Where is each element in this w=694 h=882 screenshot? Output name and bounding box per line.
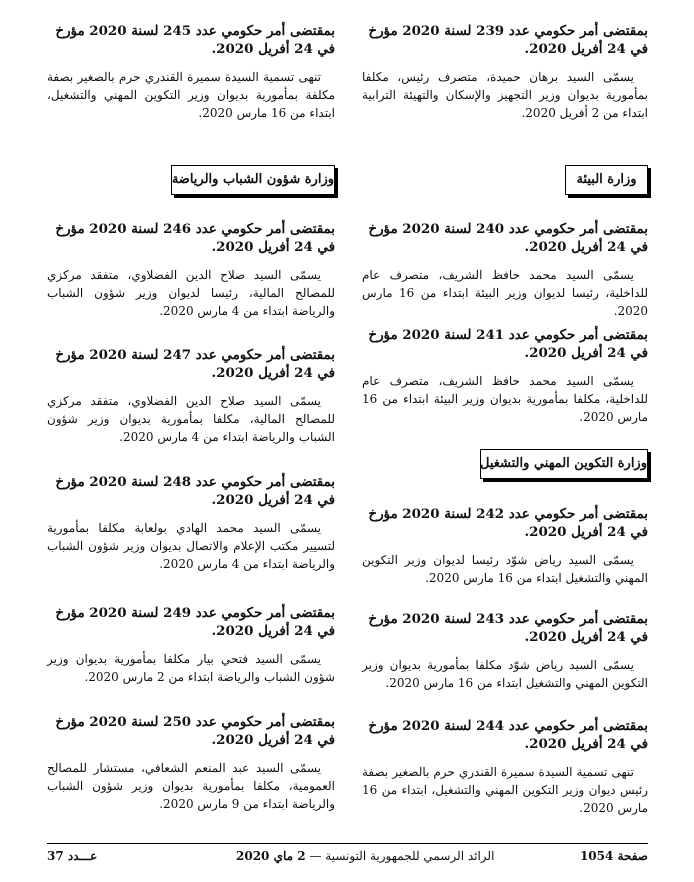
footer-divider [47,843,648,844]
decree-body: يسمّى السيد محمد الهادي بولعابة مكلفا بمأمورية لتسيير مكتب الإعلام والاتصال بديوان وزير شؤون الشباب والرياضة ابتداء من 4 مارس 2020. [47,521,335,571]
decree-body: يسمّى السيد رياض شوّد رئيسا لديوان وزير التكوين المهني والتشغيل ابتداء من 16 مارس 2020. [362,553,648,585]
issue-date: 2 ماي 2020 [236,849,306,863]
page-number: 1054 [579,849,614,863]
decree-entry-244 [362,717,648,817]
decree-entry-239 [362,22,648,122]
decree-entry-245 [47,22,335,122]
decree-entry-242 [362,505,648,587]
decree-title: بمقتضى أمر حكومي عدد 242 لسنة 2020 مؤرخ في 24 أفريل 2020. [368,506,648,540]
footer-journal [236,849,494,863]
decree-body: يسمّى السيد رياض شوّد مكلفا بمأمورية بديوان وزير التكوين المهني والتشغيل ابتداء من 16 مارس 2020. [362,658,648,690]
page-label: صفحة [617,849,648,863]
decree-title: بمقتضى أمر حكومي عدد 239 لسنة 2020 مؤرخ في 24 أفريل 2020. [368,23,648,57]
decree-body: يسمّى السيد محمد حافظ الشريف، متصرف عام للداخلية، مكلفا بمأمورية بديوان وزير البيئة ابتداء من 16 مارس 2020. [362,374,648,424]
section-header-vocational-training: وزارة التكوين المهني والتشغيل [480,449,648,479]
decree-title: بمقتضى أمر حكومي عدد 250 لسنة 2020 مؤرخ في 24 أفريل 2020. [55,714,335,748]
decree-title: بمقتضى أمر حكومي عدد 249 لسنة 2020 مؤرخ في 24 أفريل 2020. [55,605,335,639]
section-header-environment: وزارة البيئة [565,165,648,195]
decree-title: بمقتضى أمر حكومي عدد 240 لسنة 2020 مؤرخ في 24 أفريل 2020. [368,221,648,255]
issue-number: 37 [47,849,64,863]
footer-issue-number [47,849,97,863]
decree-body: يسمّى السيد صلاح الدين الفضلاوي، متفقد مركزي للمصالح المالية، مكلفا بمأمورية بديوان وزير شؤون الشباب والرياضة ابتداء من 4 مارس 2020. [47,394,335,444]
section-header-youth-sports: وزارة شؤون الشباب والرياضة [171,165,335,195]
decree-entry-247 [47,346,335,446]
footer-page-number [580,849,648,863]
issue-label: عـــدد [67,849,98,863]
decree-entry-250 [47,713,335,813]
decree-entry-240 [362,220,648,320]
decree-entry-246 [47,220,335,320]
decree-entry-241 [362,326,648,426]
decree-title: بمقتضى أمر حكومي عدد 241 لسنة 2020 مؤرخ في 24 أفريل 2020. [368,327,648,361]
decree-title: بمقتضى أمر حكومي عدد 248 لسنة 2020 مؤرخ في 24 أفريل 2020. [55,474,335,508]
decree-title: بمقتضى أمر حكومي عدد 247 لسنة 2020 مؤرخ في 24 أفريل 2020. [55,347,335,381]
decree-body: تنهى تسمية السيدة سميرة القندري حرم بالصغير بصفة رئيس ديوان وزير التكوين المهني والتشغيل، ابتداء من 16 مارس 2020. [362,765,648,815]
decree-body: يسمّى السيد عبد المنعم الشعافي، مستشار للمصالح العمومية، مكلفا بمأمورية بديوان وزير شؤون الشباب والرياضة ابتداء من 9 مارس 2020. [47,761,335,811]
decree-title: بمقتضى أمر حكومي عدد 243 لسنة 2020 مؤرخ في 24 أفريل 2020. [368,611,648,645]
journal-name: الرائد الرسمي للجمهورية التونسية [325,849,495,863]
decree-body: يسمّى السيد برهان حميدة، متصرف رئيس، مكلفا بمأمورية بديوان وزير التجهيز والإسكان والتهيئة الترابية ابتداء من 2 أفريل 2020. [362,70,648,120]
decree-body: تنهى تسمية السيدة سميرة القندري حرم بالصغير بصفة مكلفة بمأمورية بديوان وزير التكوين المهني والتشغيل، ابتداء من 16 مارس 2020. [47,70,335,120]
decree-entry-243 [362,610,648,692]
decree-entry-248 [47,473,335,573]
decree-body: يسمّى السيد صلاح الدين الفضلاوي، متفقد مركزي للمصالح المالية، رئيسا لديوان وزير شؤون الشباب والرياضة ابتداء من 4 مارس 2020. [47,268,335,318]
decree-body: يسمّى السيد فتحي بيار مكلفا بمأمورية بديوان وزير شؤون الشباب والرياضة ابتداء من 2 مارس 2020. [47,652,335,684]
decree-title: بمقتضى أمر حكومي عدد 245 لسنة 2020 مؤرخ في 24 أفريل 2020. [55,23,335,57]
decree-title: بمقتضى أمر حكومي عدد 246 لسنة 2020 مؤرخ في 24 أفريل 2020. [55,221,335,255]
decree-entry-249 [47,604,335,686]
decree-title: بمقتضى أمر حكومي عدد 244 لسنة 2020 مؤرخ في 24 أفريل 2020. [368,718,648,752]
separator: — [309,849,322,863]
decree-body: يسمّى السيد محمد حافظ الشريف، متصرف عام للداخلية، رئيسا لديوان وزير البيئة ابتداء من 16 مارس 2020. [362,268,648,318]
